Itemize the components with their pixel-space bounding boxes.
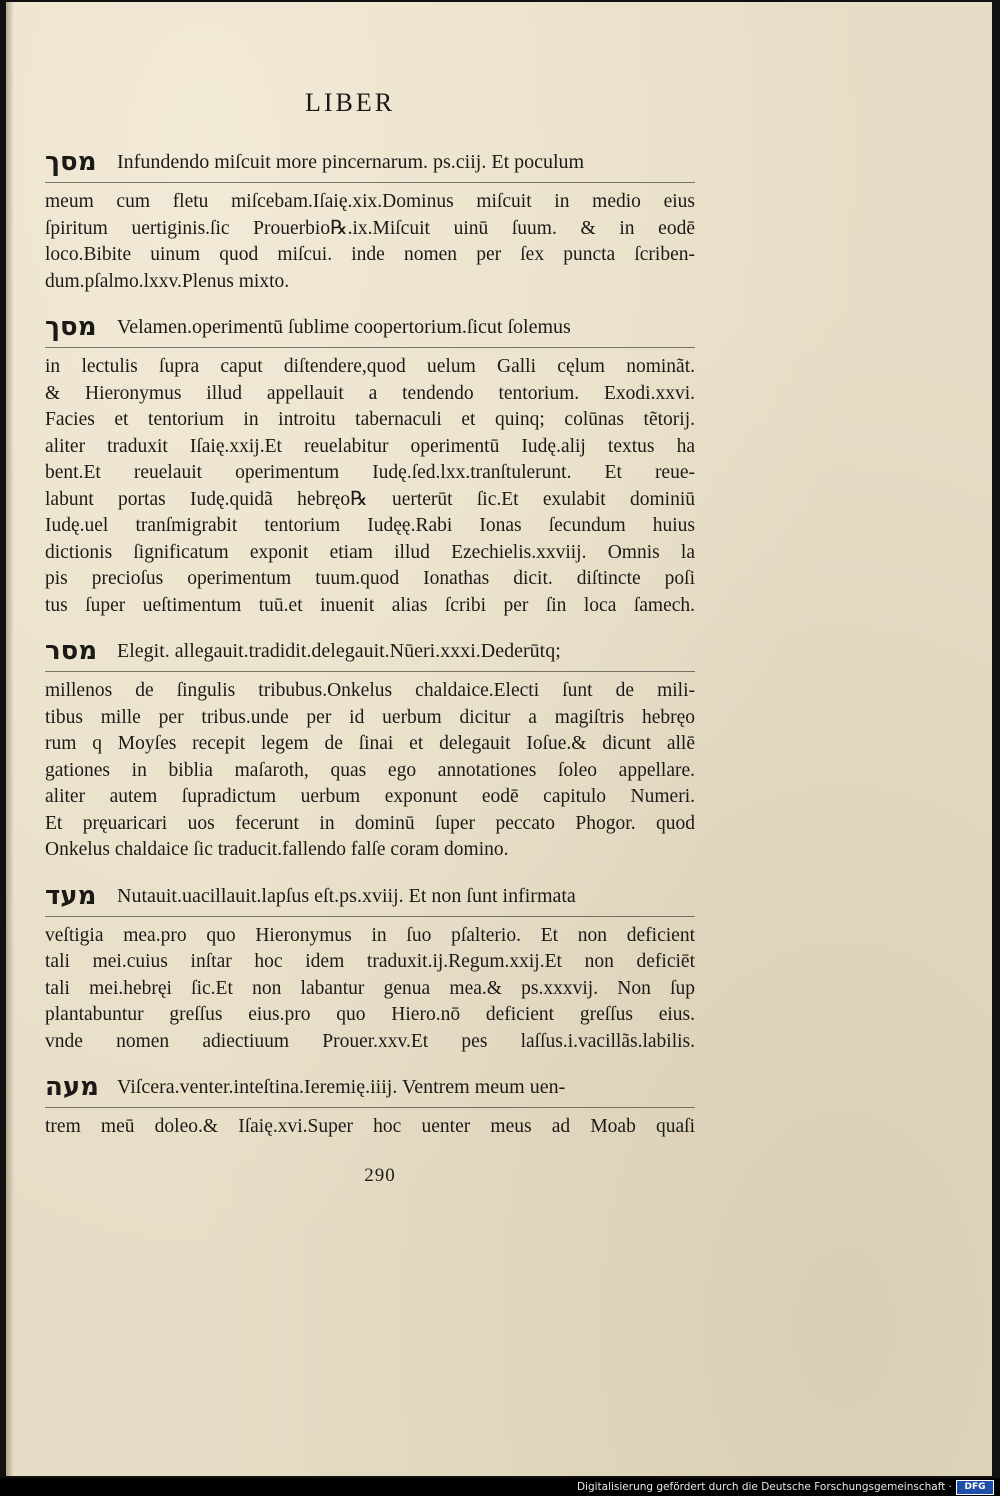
entry-head-text: Velamen.operimentū ſublime coopertorium.ſicut ſolemus (117, 316, 571, 338)
text-line: trem meū doleo.& Iſaię.xvi.Super hoc uenter meus ad Moab quaſi (45, 1116, 695, 1137)
entry-head (45, 1063, 695, 1108)
text-line: vnde nomen adiectiuum Prouer.xxv.Et pes laſſus.i.vacillãs.labilis. (45, 1030, 695, 1052)
hebrew-headword: מסך (45, 312, 97, 342)
text-line: dum.pſalmo.lxxv.Plenus mixto. (45, 270, 290, 292)
text-line: Et pręuaricari uos fecerunt in dominū ſuper peccato Phogor. quod (45, 812, 695, 834)
dictionary-entry-4 (45, 872, 695, 1056)
hebrew-headword: מסר (45, 636, 98, 666)
text-line: ſpiritum uertiginis.ſic Prouerbio℞.ix.Miſcuit uinū ſuum. & in eodē (45, 217, 695, 239)
text-line: loco.Bibite uinum quod miſcui. inde nomen per ſex puncta ſcriben- (45, 244, 695, 265)
text-line: tali mei.cuius inſtar hoc idem traduxit.ij.Regum.xxij.Et non deficiēt (45, 951, 695, 972)
text-line: Iudę.uel tranſmigrabit tentorium Iudęę.Rabi Ionas ſecundum huius (45, 515, 695, 536)
text-line: aliter autem ſupradictum uerbum exponunt eodē capitulo Numeri. (45, 786, 695, 807)
entry-head-text: Nutauit.uacillauit.lapſus eſt.ps.xviij. Et non ſunt infirmata (117, 884, 576, 907)
text-line: tus ſuper ueſtimentum tuū.et inuenit alias ſcribi per ſin loca ſamech. (45, 594, 695, 616)
text-line: veſtigia mea.pro quo Hieronymus in ſuo pſalterio. Et non deficient (45, 924, 695, 946)
text-line: in lectulis ſupra caput diſtendere,quod uelum Galli cęlum nominãt. (45, 356, 695, 377)
text-line: millenos de ſingulis tribubus.Onkelus chaldaice.Electi ſunt de mili- (45, 680, 695, 701)
text-line: labunt portas Iudę.quidã hebręo℞ uerterūt ſic.Et exulabit dominiū (45, 488, 695, 510)
text-line: dictionis ſignificatum exponit etiam illud Ezechielis.xxviij. Omnis la (45, 541, 695, 563)
text-line: rum q Moyſes recepit legem de ſinai et delegauit Ioſue.& dicunt allē (45, 733, 695, 754)
entry-head-text: Elegit. allegauit.tradidit.delegauit.Nūeri.xxxi.Dederūtq; (117, 640, 561, 662)
entry-head (45, 872, 695, 917)
text-line: pis precioſus operimentum tuum.quod Ionathas dicit. diſtincte poſi (45, 568, 695, 589)
entry-head (45, 138, 695, 183)
text-line: meum cum fletu miſcebam.Iſaię.xix.Dominus miſcuit in medio eius (45, 191, 695, 212)
digitization-credit: Digitalisierung gefördert durch die Deutsche Forschungsgemeinschaft · (576, 1481, 952, 1493)
entry-head (45, 303, 695, 348)
entry-head (45, 627, 695, 672)
text-line: aliter traduxit Iſaię.xxij.Et reuelabitur operimentū Iudę.alij textus ha (45, 435, 695, 457)
dictionary-entry-1 (45, 138, 695, 295)
text-line: bent.Et reuelauit operimentum Iudę.ſed.lxx.tranſtulerunt. Et reue- (45, 462, 695, 483)
hebrew-headword: מעד (45, 880, 97, 911)
dfg-logo: DFG (956, 1480, 994, 1495)
dictionary-entry-5 (45, 1063, 695, 1141)
page-edge-shadow (6, 2, 14, 1476)
dictionary-entry-3 (45, 627, 695, 864)
hebrew-headword: מעה (45, 1072, 99, 1102)
text-line: & Hieronymus illud appellauit a tendendo tentorium. Exodi.xxvi. (45, 382, 695, 404)
text-line: Onkelus chaldaice ſic traducit.fallendo falſe coram domino. (45, 839, 509, 860)
text-line: tali mei.hebręi ſic.Et non labantur genua mea.& ps.xxxvij. Non ſup (45, 977, 695, 999)
text-line: gationes in biblia maſaroth, quas ego annotationes ſoleo appellare. (45, 759, 695, 781)
text-line: Facies et tentorium in introitu tabernaculi et quinq; colūnas tẽtorij. (45, 409, 695, 430)
page-body (45, 138, 695, 1149)
entry-head-text: Infundendo miſcuit more pincernarum. ps.ciij. Et poculum (117, 151, 585, 173)
text-line: plantabuntur greſſus eius.pro quo Hiero.nō deficient greſſus eius. (45, 1004, 695, 1025)
dictionary-entry-2 (45, 303, 695, 619)
entry-head-text: Viſcera.venter.inteſtina.Ieremię.iiij. Ventrem meum uen- (117, 1076, 566, 1098)
text-line: tibus mille per tribus.unde per id uerbum dicitur a magiſtris hebręo (45, 706, 695, 728)
folio-number: 290 (364, 1165, 396, 1186)
running-header: LIBER (304, 88, 396, 117)
hebrew-headword: מסך (45, 147, 97, 177)
